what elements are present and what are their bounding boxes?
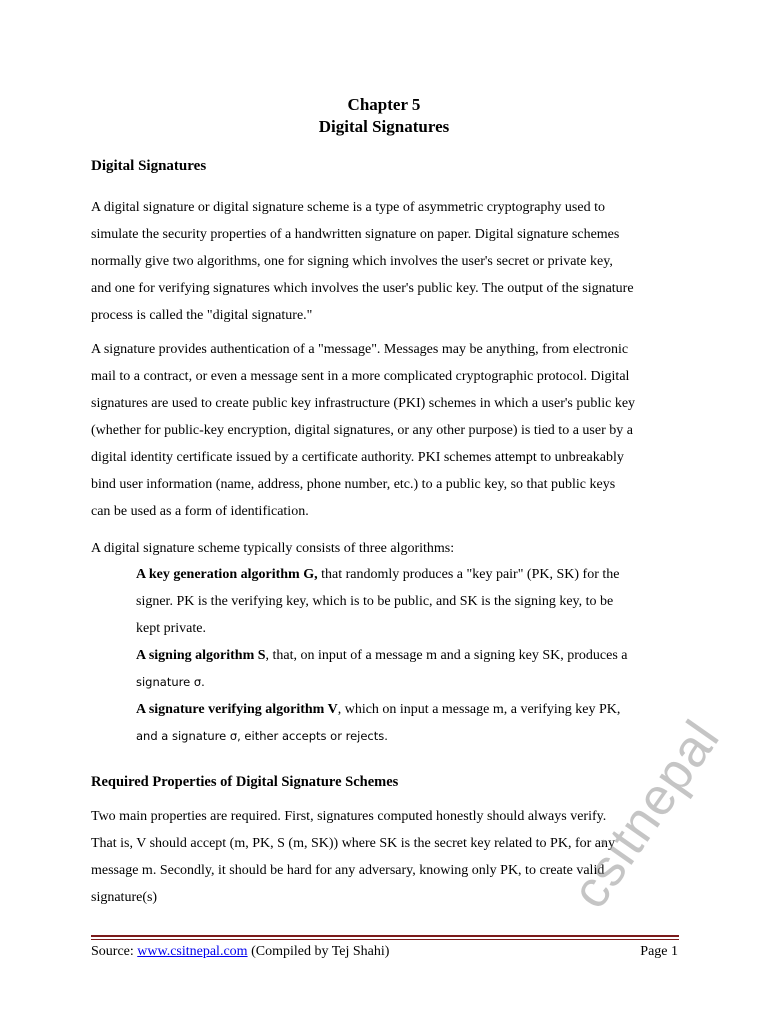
footer-compiled-by: (Compiled by Tej Shahi): [247, 944, 390, 959]
paragraph-line: That is, V should accept (m, PK, S (m, SK)) where SK is the secret key related to PK, for any: [91, 836, 615, 851]
chapter-title: Digital Signatures: [318, 117, 450, 136]
chapter-number: Chapter 5: [347, 95, 421, 114]
page-number: Page 1: [640, 944, 678, 959]
paragraph-line: A signature provides authentication of a "message". Messages may be anything, from electronic: [91, 342, 629, 357]
footer-divider-thin: [91, 939, 679, 940]
algorithms-intro: A digital signature scheme typically consists of three algorithms:: [91, 541, 455, 556]
algorithm-name: A key generation algorithm G,: [136, 567, 318, 582]
page-footer: [91, 942, 678, 962]
paragraph-line: simulate the security properties of a handwritten signature on paper. Digital signature schemes: [91, 227, 620, 242]
paragraph-authentication: [91, 336, 678, 525]
paragraph-line: normally give two algorithms, one for signing which involves the user's secret or private key,: [91, 254, 613, 269]
algorithm-name: A signing algorithm S: [136, 648, 266, 663]
algorithm-line: and a signature σ, either accepts or rejects.: [136, 729, 388, 743]
paragraph-line: A digital signature or digital signature scheme is a type of asymmetric cryptography used to: [91, 200, 605, 215]
algorithm-line: kept private.: [136, 621, 206, 636]
footer-source: [91, 942, 389, 962]
paragraph-line: message m. Secondly, it should be hard for any adversary, knowing only PK, to create valid: [91, 863, 605, 878]
paragraph-line: signature(s): [91, 890, 158, 905]
algorithm-line: signer. PK is the verifying key, which is to be public, and SK is the signing key, to be: [136, 594, 614, 609]
section-heading-digital-signatures: Digital Signatures: [91, 158, 207, 174]
algorithm-item-signing: [136, 642, 678, 696]
source-link[interactable]: www.csitnepal.com: [137, 944, 248, 959]
paragraph-line: Two main properties are required. First, signatures computed honestly should always verify.: [91, 809, 607, 824]
footer-source-label: Source:: [91, 944, 138, 959]
paragraph-line: bind user information (name, address, phone number, etc.) to a public key, so that public keys: [91, 477, 616, 492]
paragraph-line: process is called the "digital signature.": [91, 308, 313, 323]
paragraph-line: and one for verifying signatures which involves the user's public key. The output of the signature: [91, 281, 634, 296]
algorithm-name: A signature verifying algorithm V: [136, 702, 338, 717]
algorithm-description: , which on input a message m, a verifying key PK,: [337, 702, 621, 717]
algorithm-first-line: [136, 561, 678, 588]
paragraph-line: (whether for public-key encryption, digital signatures, or any other purpose) is tied to a user by a: [91, 423, 633, 438]
footer-divider: [91, 935, 679, 937]
paragraph-line: can be used as a form of identification.: [91, 504, 309, 519]
algorithm-description: , that, on input of a message m and a signing key SK, produces a: [265, 648, 628, 663]
paragraph-line: mail to a contract, or even a message sent in a more complicated cryptographic protocol. Digital: [91, 369, 630, 384]
paragraph-line: digital identity certificate issued by a certificate authority. PKI schemes attempt to unbreakably: [91, 450, 624, 465]
algorithm-line: signature σ.: [136, 675, 205, 689]
algorithm-description: that randomly produces a "key pair" (PK, SK) for the: [317, 567, 620, 582]
algorithm-item-key-generation: [136, 561, 678, 642]
algorithm-first-line: [136, 642, 678, 669]
algorithm-item-verifying: [136, 696, 678, 750]
paragraph-line: signatures are used to create public key infrastructure (PKI) schemes in which a user's public key: [91, 396, 636, 411]
paragraph-definition: [91, 194, 678, 329]
algorithm-first-line: [136, 696, 678, 723]
section-heading-required-properties: Required Properties of Digital Signature Schemes: [91, 774, 399, 790]
watermark: csitnepal: [560, 710, 732, 919]
